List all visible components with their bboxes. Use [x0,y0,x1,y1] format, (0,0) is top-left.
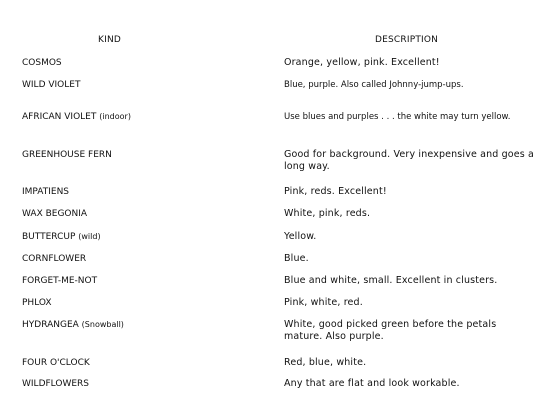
kind-note: (wild) [78,232,101,241]
description-cell: Good for background. Very inexpensive and goes a long way. [284,149,535,172]
kind-cell [22,149,272,161]
description-cell: Orange, yellow, pink. Excellent! [284,57,440,68]
kind-cell [22,57,272,69]
kind-name: WILDFLOWERS [22,379,90,389]
description-cell: Red, blue, white. [284,357,367,368]
kind-cell [22,253,272,265]
kind-name: COSMOS [22,58,62,68]
kind-cell [22,186,272,198]
kind-name: PHLOX [22,298,52,308]
description-cell: Pink, reds. Excellent! [284,186,387,197]
description-cell: Any that are flat and look workable. [284,378,460,389]
description-cell: Blue, purple. Also called Johnny-jump-ups. [284,80,464,90]
column-header-kind: KIND [98,35,122,45]
kind-note: (indoor) [99,112,131,121]
kind-name: BUTTERCUP [22,232,76,242]
kind-name: WILD VIOLET [22,80,81,90]
kind-cell [22,297,272,309]
kind-cell [22,79,272,91]
kind-name: GREENHOUSE FERN [22,150,112,160]
description-cell: Pink, white, red. [284,297,363,308]
description-cell: White, pink, reds. [284,208,371,219]
kind-name: FORGET-ME-NOT [22,276,98,286]
kind-name: FOUR O'CLOCK [22,358,90,368]
kind-name: AFRICAN VIOLET [22,112,97,122]
kind-name: IMPATIENS [22,187,70,197]
kind-cell [22,319,272,331]
kind-name: HYDRANGEA [22,320,79,330]
kind-cell [22,208,272,220]
description-cell: White, good picked green before the petals mature. Also purple. [284,319,497,342]
description-cell: Blue. [284,253,309,264]
kind-name: WAX BEGONIA [22,209,88,219]
kind-cell [22,275,272,287]
kind-cell [22,231,272,243]
kind-cell [22,357,272,369]
description-cell: Blue and white, small. Excellent in clusters. [284,275,498,286]
kind-name: CORNFLOWER [22,254,87,264]
kind-cell [22,378,272,390]
kind-note: (Snowball) [81,320,124,329]
kind-cell [22,111,272,123]
description-cell: Yellow. [284,231,317,242]
column-header-description: DESCRIPTION [375,35,439,45]
description-cell: Use blues and purples . . . the white may turn yellow. [284,112,511,122]
